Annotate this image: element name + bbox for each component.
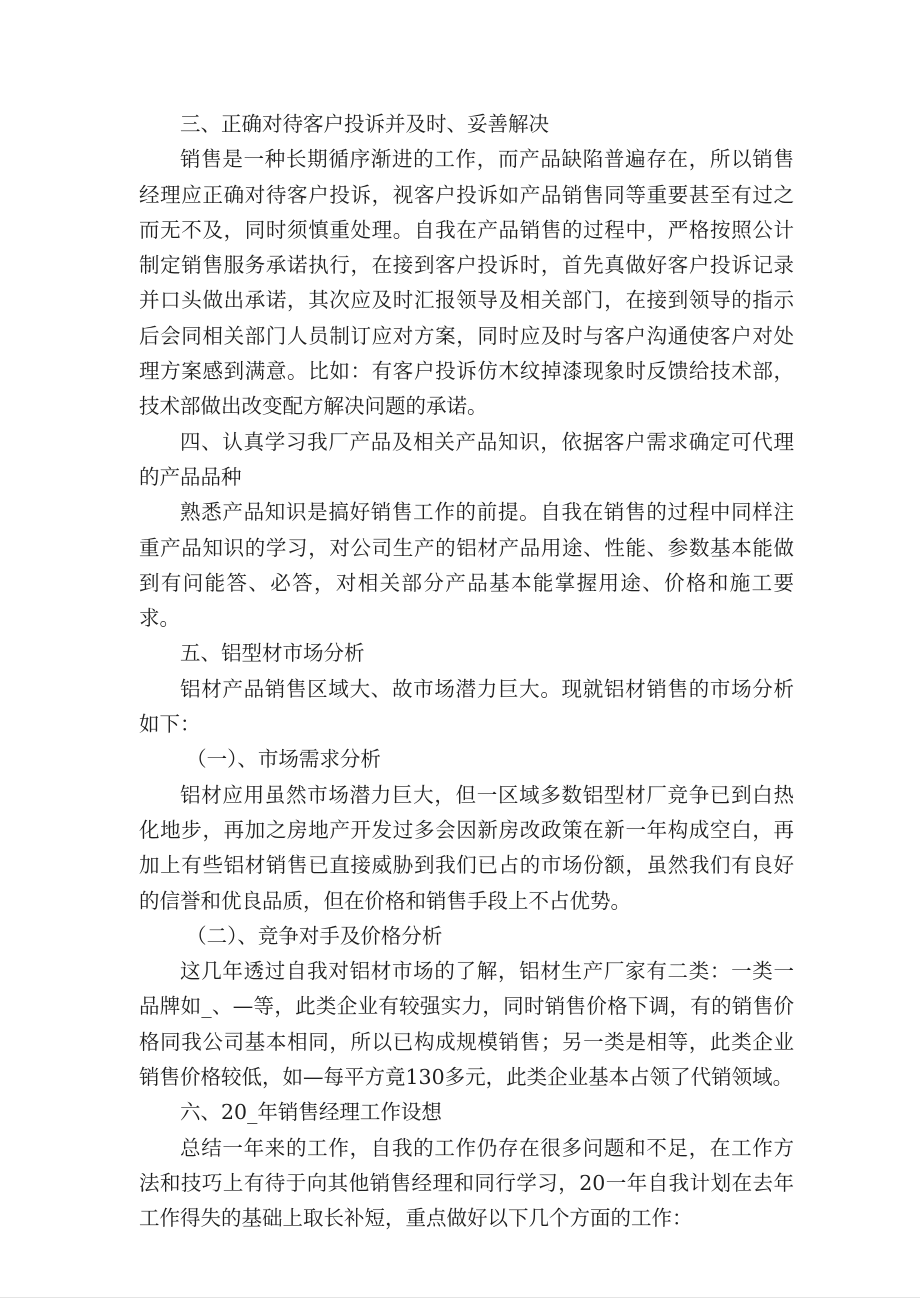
subsection-heading-2: （二）、竞争对手及价格分析 — [186, 923, 443, 948]
page-bottom-divider — [0, 1297, 920, 1298]
paragraph: 销售是一种长期循序渐进的工作，而产品缺陷普遍存在，所以销售经理应正确对待客户投诉，视客户投诉如产品销售同等重要甚至有过之而无不及，同时须慎重处理。自我在产品销售的过程中，严格按照公计制定销售服务承诺执行，在接到客户投诉时，首先真做好客户投诉记录并口头做出承诺，其次应及时汇报领导及相关部门，在接到领导的指示后会同相关部门人员制订应对方案，同时应及时与客户沟通使客户对处理方案感到满意。比如：有客户投诉仿木纹掉漆现象时反馈给技术部，技术部做出改变配方解决问题的承诺。 — [139, 147, 794, 419]
paragraph: 铝材产品销售区域大、故市场潜力巨大。现就铝材销售的市场分析如下： — [139, 676, 794, 737]
section-heading-4: 四、认真学习我厂产品及相关产品知识，依据客户需求确定可代理的产品品种 — [139, 429, 794, 489]
document-body — [139, 107, 794, 1237]
paragraph: 总结一年来的工作，自我的工作仍存在很多问题和不足，在工作方法和技巧上有待于向其他销售经理和同行学习，20一年自我计划在去年工作得失的基础上取长补短，重点做好以下几个方面的工作： — [139, 1135, 794, 1231]
paragraph: 这几年透过自我对铝材市场的了解，铝材生产厂家有二类：一类一品牌如_、—等，此类企业有较强实力，同时销售价格下调，有的销售价格同我公司基本相同，所以已构成规模销售；另一类是相等，此类企业销售价格较低，如—每平方竟130多元，此类企业基本占领了代销领域。 — [139, 959, 794, 1090]
section-heading-6: 六、20_年销售经理工作设想 — [180, 1100, 442, 1125]
section-heading-5: 五、铝型材市场分析 — [180, 641, 365, 666]
subsection-heading-1: （一）、市场需求分析 — [186, 747, 381, 772]
paragraph: 铝材应用虽然市场潜力巨大，但一区域多数铝型材厂竞争已到白热化地步，再加之房地产开发过多会因新房改政策在新一年构成空白，再加上有些铝材销售已直接威胁到我们已占的市场份额，虽然我们有良好的信誉和优良品质，但在价格和销售手段上不占优势。 — [139, 782, 794, 913]
paragraph: 熟悉产品知识是搞好销售工作的前提。自我在销售的过程中同样注重产品知识的学习，对公司生产的铝材产品用途、性能、参数基本能做到有问能答、必答，对相关部分产品基本能掌握用途、价格和施工要求。 — [139, 500, 794, 631]
section-heading-3: 三、正确对待客户投诉并及时、妥善解决 — [180, 112, 549, 136]
